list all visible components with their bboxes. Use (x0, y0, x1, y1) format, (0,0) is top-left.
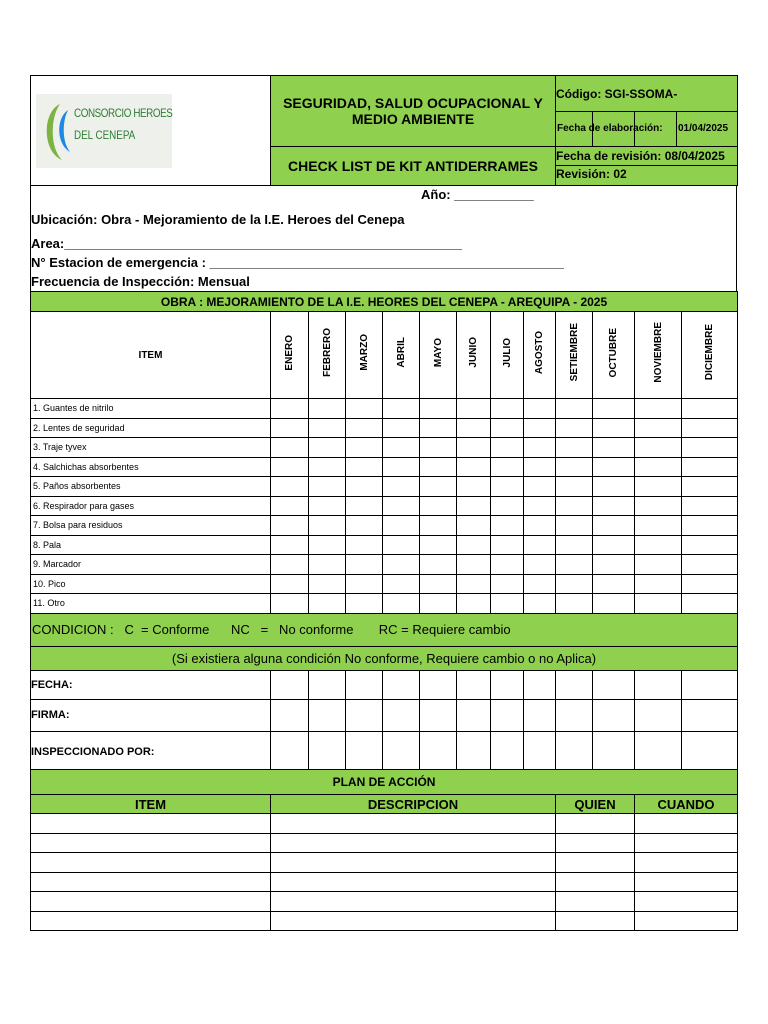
month-check-cell[interactable] (346, 399, 383, 419)
checklist-row (31, 477, 738, 497)
month-check-cell[interactable] (593, 574, 635, 594)
month-check-cell[interactable] (593, 535, 635, 555)
signature-cell[interactable] (491, 670, 524, 699)
month-check-cell[interactable] (593, 496, 635, 516)
month-check-cell[interactable] (682, 418, 738, 438)
month-check-cell[interactable] (457, 535, 491, 555)
month-check-cell[interactable] (682, 438, 738, 458)
month-check-cell[interactable] (346, 535, 383, 555)
month-check-cell[interactable] (309, 418, 346, 438)
item-label: 6. Respirador para gases (31, 496, 271, 516)
signature-cell[interactable] (682, 731, 738, 772)
month-check-cell[interactable] (346, 516, 383, 536)
checklist-table (30, 291, 738, 773)
month-check-cell[interactable] (271, 535, 309, 555)
info-block (30, 185, 737, 291)
month-check-cell[interactable] (383, 516, 420, 536)
month-check-cell[interactable] (346, 418, 383, 438)
plan-cell[interactable] (271, 833, 556, 853)
month-check-cell[interactable] (457, 574, 491, 594)
plan-cell[interactable] (31, 872, 271, 892)
month-header-row (31, 312, 738, 399)
plan-cell[interactable] (31, 911, 271, 931)
signature-cell[interactable] (271, 731, 309, 772)
item-label: 2. Lentes de seguridad (31, 418, 271, 438)
signature-cell[interactable] (635, 699, 682, 731)
item-label: 4. Salchichas absorbentes (31, 457, 271, 477)
month-check-cell[interactable] (635, 438, 682, 458)
month-check-cell[interactable] (271, 438, 309, 458)
codigo-text: Código: SGI-SSOMA- (556, 76, 737, 112)
plan-row (31, 814, 738, 834)
month-check-cell[interactable] (457, 477, 491, 497)
signature-cell[interactable] (346, 731, 383, 772)
month-check-cell[interactable] (635, 594, 682, 614)
month-check-cell[interactable] (491, 477, 524, 497)
plan-cell[interactable] (635, 853, 738, 873)
month-label: SETIEMBRE (568, 323, 580, 382)
month-header (420, 312, 457, 399)
month-check-cell[interactable] (346, 457, 383, 477)
signature-cell[interactable] (309, 670, 346, 699)
month-check-cell[interactable] (635, 574, 682, 594)
month-check-cell[interactable] (420, 594, 457, 614)
month-check-cell[interactable] (524, 418, 556, 438)
signature-cell[interactable] (524, 670, 556, 699)
signature-cell[interactable] (346, 670, 383, 699)
crescent-logo-icon (38, 100, 78, 164)
month-check-cell[interactable] (635, 418, 682, 438)
month-header (346, 312, 383, 399)
month-check-cell[interactable] (491, 555, 524, 575)
item-label: 8. Pala (31, 535, 271, 555)
ubicacion-text: Ubicación: Obra - Mejoramiento de la I.E. Heroes del Cenepa (31, 212, 405, 227)
plan-row (31, 892, 738, 912)
month-check-cell[interactable] (556, 535, 593, 555)
plan-row (31, 911, 738, 931)
month-check-cell[interactable] (635, 496, 682, 516)
month-header (309, 312, 346, 399)
month-check-cell[interactable] (271, 477, 309, 497)
month-check-cell[interactable] (271, 555, 309, 575)
month-check-cell[interactable] (420, 457, 457, 477)
plan-cell[interactable] (556, 872, 635, 892)
month-check-cell[interactable] (457, 418, 491, 438)
checklist-row (31, 555, 738, 575)
signature-cell[interactable] (420, 731, 457, 772)
month-check-cell[interactable] (635, 555, 682, 575)
item-label: 10. Pico (31, 574, 271, 594)
signature-cell[interactable] (593, 699, 635, 731)
month-check-cell[interactable] (682, 535, 738, 555)
plan-quien-header: QUIEN (556, 795, 635, 814)
month-check-cell[interactable] (383, 574, 420, 594)
month-check-cell[interactable] (346, 477, 383, 497)
signature-cell[interactable] (556, 670, 593, 699)
month-check-cell[interactable] (682, 574, 738, 594)
month-check-cell[interactable] (682, 399, 738, 419)
month-check-cell[interactable] (556, 457, 593, 477)
logo-line2: DEL CENEPA (74, 127, 136, 142)
month-check-cell[interactable] (491, 574, 524, 594)
revision-cell (556, 147, 738, 186)
plan-cell[interactable] (556, 814, 635, 834)
month-check-cell[interactable] (593, 399, 635, 419)
month-check-cell[interactable] (271, 496, 309, 516)
month-check-cell[interactable] (556, 438, 593, 458)
item-label: 9. Marcador (31, 555, 271, 575)
plan-row (31, 833, 738, 853)
month-check-cell[interactable] (383, 418, 420, 438)
anio-field: Año: ___________ (421, 187, 534, 202)
checklist-row (31, 399, 738, 419)
plan-item-header: ITEM (31, 795, 271, 814)
checklist-row (31, 594, 738, 614)
plan-cell[interactable] (556, 853, 635, 873)
item-label: 1. Guantes de nitrilo (31, 399, 271, 419)
signature-cell[interactable] (383, 699, 420, 731)
month-label: AGOSTO (534, 330, 545, 375)
month-check-cell[interactable] (635, 457, 682, 477)
signature-cell[interactable] (271, 670, 309, 699)
month-check-cell[interactable] (556, 555, 593, 575)
plan-cell[interactable] (31, 853, 271, 873)
month-check-cell[interactable] (457, 516, 491, 536)
month-check-cell[interactable] (420, 496, 457, 516)
month-header (556, 312, 593, 399)
revision-number: Revisión: 02 (556, 167, 627, 181)
signature-cell[interactable] (457, 670, 491, 699)
signature-cell[interactable] (420, 699, 457, 731)
month-check-cell[interactable] (383, 496, 420, 516)
checklist-row (31, 516, 738, 536)
signature-row (31, 731, 738, 772)
item-header: ITEM (31, 312, 271, 399)
nota-text: (Si existiera alguna condición No conforme, Requiere cambio o no Aplica) (31, 646, 738, 670)
month-header (457, 312, 491, 399)
signature-cell[interactable] (556, 699, 593, 731)
month-check-cell[interactable] (420, 418, 457, 438)
item-label: 7. Bolsa para residuos (31, 516, 271, 536)
estacion-field: N° Estacion de emergencia : _________________________________________________ (31, 255, 564, 270)
month-check-cell[interactable] (346, 555, 383, 575)
plan-cell[interactable] (635, 892, 738, 912)
signature-cell[interactable] (457, 731, 491, 772)
month-check-cell[interactable] (491, 457, 524, 477)
month-check-cell[interactable] (556, 399, 593, 419)
month-check-cell[interactable] (556, 477, 593, 497)
month-check-cell[interactable] (420, 399, 457, 419)
month-check-cell[interactable] (420, 516, 457, 536)
plan-cell[interactable] (556, 833, 635, 853)
signature-cell[interactable] (383, 731, 420, 772)
month-label: NOVIEMBRE (652, 322, 664, 383)
month-check-cell[interactable] (593, 516, 635, 536)
month-check-cell[interactable] (524, 574, 556, 594)
month-check-cell[interactable] (309, 457, 346, 477)
plan-cell[interactable] (635, 814, 738, 834)
month-check-cell[interactable] (682, 477, 738, 497)
checklist-row (31, 457, 738, 477)
month-check-cell[interactable] (346, 594, 383, 614)
checklist-row (31, 574, 738, 594)
month-check-cell[interactable] (682, 496, 738, 516)
month-label: JULIO (501, 337, 513, 368)
signature-cell[interactable] (524, 699, 556, 731)
month-check-cell[interactable] (383, 399, 420, 419)
plan-row (31, 853, 738, 873)
month-check-cell[interactable] (457, 457, 491, 477)
month-check-cell[interactable] (309, 438, 346, 458)
month-check-cell[interactable] (556, 418, 593, 438)
month-check-cell[interactable] (635, 477, 682, 497)
month-check-cell[interactable] (383, 594, 420, 614)
month-check-cell[interactable] (457, 555, 491, 575)
month-check-cell[interactable] (420, 535, 457, 555)
month-check-cell[interactable] (420, 438, 457, 458)
month-check-cell[interactable] (491, 535, 524, 555)
plan-cuando-header: CUANDO (635, 795, 738, 814)
month-check-cell[interactable] (524, 516, 556, 536)
month-check-cell[interactable] (524, 457, 556, 477)
plan-row (31, 872, 738, 892)
month-check-cell[interactable] (383, 438, 420, 458)
month-check-cell[interactable] (271, 399, 309, 419)
plan-cell[interactable] (31, 892, 271, 912)
month-check-cell[interactable] (383, 535, 420, 555)
month-check-cell[interactable] (524, 535, 556, 555)
month-check-cell[interactable] (682, 516, 738, 536)
plan-cell[interactable] (271, 853, 556, 873)
signature-cell[interactable] (271, 699, 309, 731)
signature-row (31, 670, 738, 699)
month-check-cell[interactable] (346, 438, 383, 458)
plan-descripcion-header: DESCRIPCION (271, 795, 556, 814)
fecha-elaboracion: Fecha de elaboración: 01/04/2025 (556, 112, 737, 146)
obra-banner: OBRA : MEJORAMIENTO DE LA I.E. HEORES DEL CENEPA - AREQUIPA - 2025 (31, 292, 738, 312)
month-check-cell[interactable] (593, 594, 635, 614)
logo-cell (31, 76, 271, 186)
month-header (682, 312, 738, 399)
month-check-cell[interactable] (682, 457, 738, 477)
month-check-cell[interactable] (457, 496, 491, 516)
month-check-cell[interactable] (346, 496, 383, 516)
month-check-cell[interactable] (491, 496, 524, 516)
signature-cell[interactable] (593, 670, 635, 699)
signature-cell[interactable] (556, 731, 593, 772)
month-check-cell[interactable] (491, 399, 524, 419)
signature-cell[interactable] (457, 699, 491, 731)
month-check-cell[interactable] (309, 496, 346, 516)
plan-cell[interactable] (635, 833, 738, 853)
month-check-cell[interactable] (491, 418, 524, 438)
month-check-cell[interactable] (383, 555, 420, 575)
signature-cell[interactable] (491, 699, 524, 731)
month-label: JUNIO (468, 337, 479, 368)
fecha-revision: Fecha de revisión: 08/04/2025 (556, 147, 737, 166)
month-check-cell[interactable] (593, 457, 635, 477)
header-table (30, 75, 738, 186)
plan-cell[interactable] (31, 814, 271, 834)
month-check-cell[interactable] (556, 516, 593, 536)
signature-cell[interactable] (491, 731, 524, 772)
month-check-cell[interactable] (271, 457, 309, 477)
month-check-cell[interactable] (593, 477, 635, 497)
signature-cell[interactable] (346, 699, 383, 731)
month-check-cell[interactable] (556, 594, 593, 614)
month-check-cell[interactable] (457, 438, 491, 458)
month-check-cell[interactable] (271, 574, 309, 594)
month-check-cell[interactable] (491, 516, 524, 536)
month-check-cell[interactable] (271, 418, 309, 438)
month-label: MARZO (358, 334, 370, 371)
month-check-cell[interactable] (524, 594, 556, 614)
signature-cell[interactable] (309, 731, 346, 772)
signature-cell[interactable] (383, 670, 420, 699)
month-label: ENERO (284, 334, 295, 371)
month-header (491, 312, 524, 399)
signature-cell[interactable] (682, 670, 738, 699)
month-check-cell[interactable] (383, 477, 420, 497)
signature-row (31, 699, 738, 731)
month-check-cell[interactable] (309, 555, 346, 575)
inspeccionado-label: INSPECCIONADO POR: (31, 731, 271, 772)
item-label: 3. Traje tyvex (31, 438, 271, 458)
plan-cell[interactable] (271, 814, 556, 834)
checklist-title: CHECK LIST DE KIT ANTIDERRAMES (271, 147, 556, 186)
month-check-cell[interactable] (524, 496, 556, 516)
month-check-cell[interactable] (309, 574, 346, 594)
firma-label: FIRMA: (31, 699, 271, 731)
month-check-cell[interactable] (309, 516, 346, 536)
plan-cell[interactable] (556, 892, 635, 912)
month-header (593, 312, 635, 399)
month-label: MAYO (432, 337, 444, 368)
signature-cell[interactable] (593, 731, 635, 772)
month-check-cell[interactable] (593, 438, 635, 458)
month-check-cell[interactable] (309, 399, 346, 419)
month-check-cell[interactable] (346, 574, 383, 594)
month-check-cell[interactable] (271, 516, 309, 536)
month-check-cell[interactable] (682, 555, 738, 575)
month-check-cell[interactable] (491, 438, 524, 458)
month-check-cell[interactable] (524, 438, 556, 458)
month-check-cell[interactable] (556, 574, 593, 594)
month-check-cell[interactable] (556, 496, 593, 516)
month-check-cell[interactable] (420, 477, 457, 497)
month-label: ABRIL (395, 337, 407, 368)
plan-table (30, 769, 738, 931)
month-check-cell[interactable] (635, 516, 682, 536)
fecha-label: FECHA: (31, 670, 271, 699)
month-header (383, 312, 420, 399)
month-check-cell[interactable] (309, 535, 346, 555)
month-check-cell[interactable] (383, 457, 420, 477)
item-label: 5. Paños absorbentes (31, 477, 271, 497)
month-check-cell[interactable] (524, 399, 556, 419)
month-header (271, 312, 309, 399)
plan-cell[interactable] (271, 872, 556, 892)
signature-cell[interactable] (635, 670, 682, 699)
month-check-cell[interactable] (593, 555, 635, 575)
month-check-cell[interactable] (420, 555, 457, 575)
month-check-cell[interactable] (457, 399, 491, 419)
plan-cell[interactable] (635, 911, 738, 931)
plan-cell[interactable] (271, 911, 556, 931)
condicion-legend: CONDICION : C = Conforme NC = No conforme RC = Requiere cambio (31, 613, 738, 646)
signature-cell[interactable] (524, 731, 556, 772)
month-check-cell[interactable] (524, 477, 556, 497)
checklist-row (31, 418, 738, 438)
month-check-cell[interactable] (420, 574, 457, 594)
plan-cell[interactable] (556, 911, 635, 931)
plan-cell[interactable] (271, 892, 556, 912)
signature-cell[interactable] (420, 670, 457, 699)
month-label: OCTUBRE (608, 327, 619, 378)
month-check-cell[interactable] (271, 594, 309, 614)
plan-cell[interactable] (31, 833, 271, 853)
logo-line1: CONSORCIO HEROES (74, 105, 173, 120)
month-check-cell[interactable] (491, 594, 524, 614)
document-title: SEGURIDAD, SALUD OCUPACIONAL Y MEDIO AMBIENTE (271, 76, 556, 147)
plan-title: PLAN DE ACCIÓN (31, 770, 738, 795)
codigo-cell (556, 76, 738, 147)
signature-cell[interactable] (309, 699, 346, 731)
checklist-row (31, 535, 738, 555)
month-check-cell[interactable] (682, 594, 738, 614)
frecuencia-text: Frecuencia de Inspección: Mensual (31, 274, 250, 289)
signature-cell[interactable] (635, 731, 682, 772)
signature-cell[interactable] (682, 699, 738, 731)
month-check-cell[interactable] (309, 477, 346, 497)
checklist-row (31, 496, 738, 516)
area-field: Area:_______________________________________________________ (31, 236, 462, 251)
month-check-cell[interactable] (457, 594, 491, 614)
month-label: DICIEMBRE (704, 324, 715, 381)
month-header (524, 312, 556, 399)
checklist-row (31, 438, 738, 458)
company-logo (36, 94, 172, 168)
month-check-cell[interactable] (309, 594, 346, 614)
month-check-cell[interactable] (593, 418, 635, 438)
month-label: FEBRERO (321, 328, 333, 377)
month-check-cell[interactable] (635, 535, 682, 555)
month-header (635, 312, 682, 399)
month-check-cell[interactable] (635, 399, 682, 419)
month-check-cell[interactable] (524, 555, 556, 575)
item-label: 11. Otro (31, 594, 271, 614)
plan-cell[interactable] (635, 872, 738, 892)
